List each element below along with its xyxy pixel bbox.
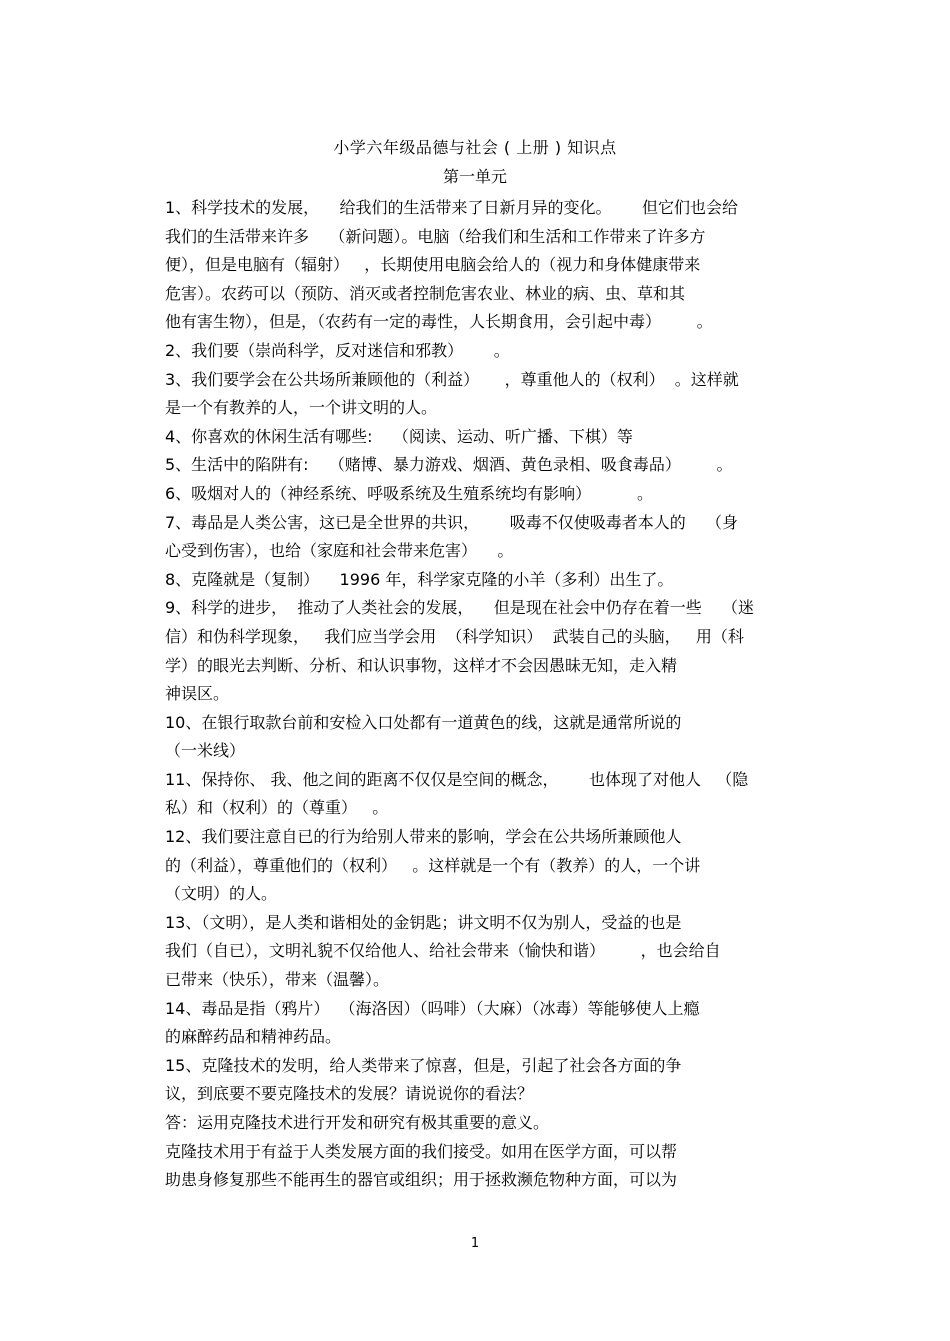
text-line: 神误区。 (165, 684, 230, 704)
text-line: 3、我们要学会在公共场所兼顾他的（利益） ，尊重他人的（权利） 。这样就 (165, 369, 739, 389)
text-line: 我们的生活带来许多 （新问题）。电脑（给我们和生活和工作带来了许多方 (165, 226, 706, 246)
text-line: 4、你喜欢的休闲生活有哪些: （阅读、运动、听广播、下棋）等 (165, 426, 633, 446)
text-line: 6、吸烟对人的（神经系统、呼吸系统及生殖系统均有影响） 。 (165, 483, 653, 503)
text-line: 助患身修复那些不能再生的器官或组织；用于拯救濒危物种方面，可以为 (165, 1170, 678, 1190)
text-line: （文明）的人。 (165, 884, 278, 904)
text-line: 9、科学的进步， 推动了人类社会的发展， 但是现在社会中仍存在着一些 （迷 (165, 598, 755, 618)
text-line: 的（利益），尊重他们的（权利） 。这样就是一个有（教养）的人，一个讲 (165, 855, 701, 875)
page-title: 小学六年级品德与社会 ( 上册 ) 知识点 (333, 138, 617, 157)
text-line: 克隆技术用于有益于人类发展方面的我们接受。如用在医学方面，可以帮 (165, 1141, 678, 1161)
text-line: 心受到伤害），也给（家庭和社会带来危害） 。 (165, 541, 514, 561)
text-line: 的麻醉药品和精神药品。 (165, 1027, 342, 1047)
text-line: 是一个有教养的人，一个讲文明的人。 (165, 398, 438, 418)
text-line: 信）和伪科学现象， 我们应当学会用 （科学知识） 武装自己的头脑， 用（科 (165, 626, 744, 646)
text-line: 12、我们要注意自已的行为给别人带来的影响，学会在公共场所兼顾他人 (165, 827, 682, 847)
unit-heading: 第一单元 (442, 167, 507, 186)
text-line: （一米线） (165, 741, 246, 761)
text-line: 11、保持你、 我、他之间的距离不仅仅是空间的概念， 也体现了对他人 （隐 (165, 769, 749, 789)
text-line: 私）和（权利）的（尊重） 。 (165, 798, 389, 818)
text-line: 8、克隆就是（复制） 1996 年，科学家克隆的小羊（多利）出生了。 (165, 569, 674, 589)
text-line: 10、在银行取款台前和安检入口处都有一道黄色的线，这就是通常所说的 (165, 712, 682, 732)
text-line: 危害）。农药可以（预防、消灭或者控制危害农业、林业的病、虫、草和其 (165, 283, 686, 303)
page-number: 1 (470, 1236, 480, 1251)
body-text (165, 194, 785, 1195)
text-line: 答：运用克隆技术进行开发和研究有极其重要的意义。 (165, 1113, 550, 1132)
text-line: 学）的眼光去判断、分析、和认识事物，这样才不会因愚昧无知，走入精 (165, 655, 678, 675)
text-line: 14、毒品是指（鸦片） （海洛因）（吗啡）（大麻）（冰毒）等能够使人上瘾 (165, 998, 700, 1018)
text-line: 议，到底要不要克隆技术的发展？请说说你的看法？ (165, 1084, 534, 1104)
text-line: 便），但是电脑有（辐射） ，长期使用电脑会给人的（视力和身体健康带来 (165, 255, 701, 275)
text-line: 我们（自已），文明礼貌不仅给他人、给社会带来（愉快和谐） ，也会给自 (165, 941, 721, 961)
text-line: 2、我们要（崇尚科学，反对迷信和邪教） 。 (165, 340, 510, 360)
text-line: 15、克隆技术的发明，给人类带来了惊喜，但是，引起了社会各方面的争 (165, 1055, 682, 1075)
text-line: 已带来（快乐），带来（温馨）。 (165, 970, 390, 990)
text-line: 13、（文明），是人类和谐相处的金钥匙；讲文明不仅为别人，受益的也是 (165, 912, 682, 932)
text-line: 1、科学技术的发展， 给我们的生活带来了日新月异的变化。 但它们也会给 (165, 198, 739, 217)
text-line: 7、毒品是人类公害，这已是全世界的共识， 吸毒不仅使吸毒者本人的 （身 (165, 512, 739, 532)
text-line: 他有害生物），但是，（农药有一定的毒性，人长期食用，会引起中毒） 。 (165, 312, 713, 332)
text-line: 5、生活中的陷阱有: （赌博、暴力游戏、烟酒、黄色录相、吸食毒品） 。 (165, 455, 733, 475)
